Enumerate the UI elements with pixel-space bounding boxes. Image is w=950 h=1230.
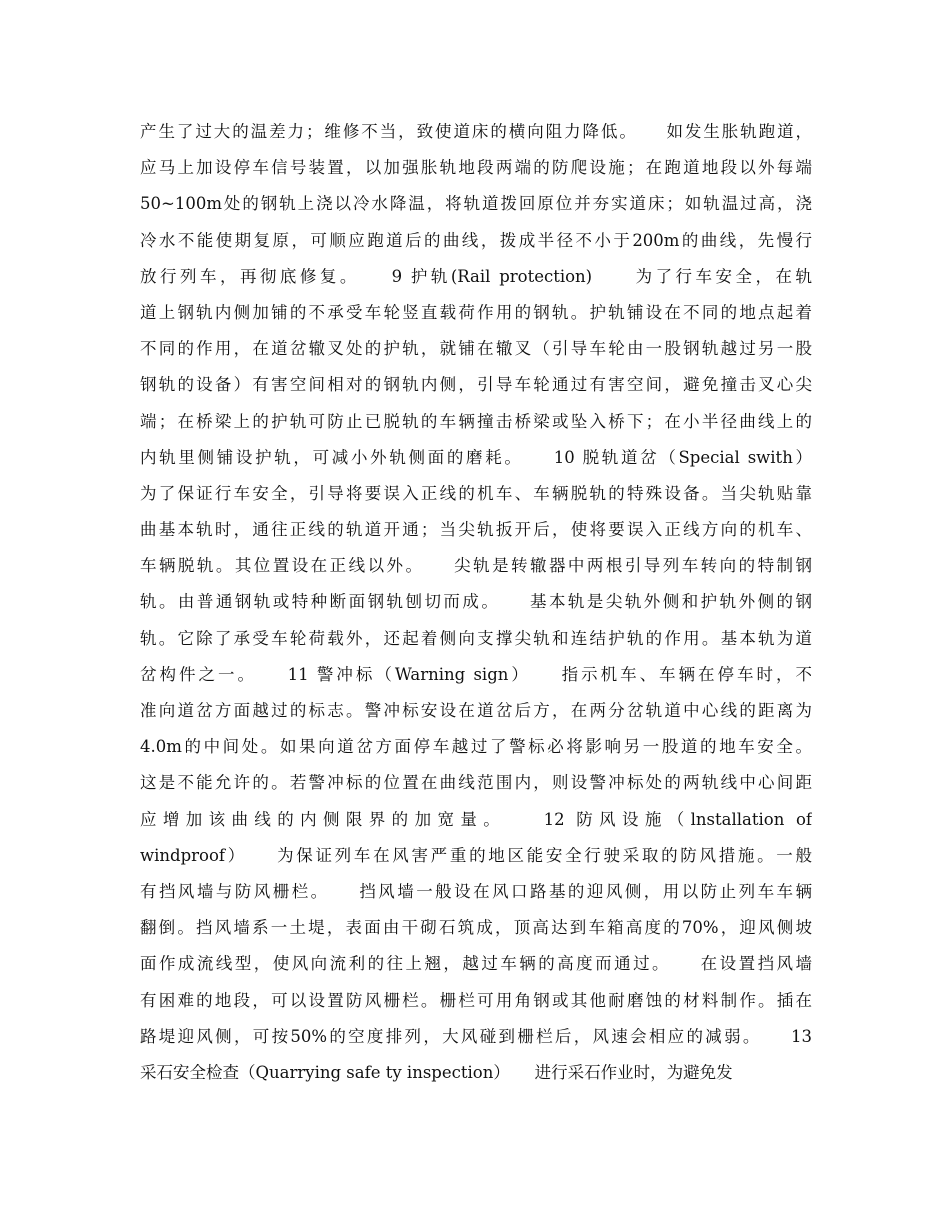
text-line: 端；在桥梁上的护轨可防止已脱轨的车辆撞击桥梁或坠入桥下；在小半径曲线上的: [140, 411, 812, 431]
text-line: 产生了过大的温差力；维修不当，致使道床的横向阻力降低。 如发生胀轨跑道，: [140, 122, 812, 141]
text-line: 应增加该曲线的内侧限界的加宽量。 12 防风设施（lnstallation of: [140, 809, 812, 829]
text-line: 曲基本轨时，通往正线的轨道开通；当尖轨扳开后，使将要误入正线方向的机车、: [140, 520, 812, 540]
text-line: 放行列车，再彻底修复。 9 护轨(Rail protection) 为了行车安全，在轨: [140, 266, 812, 286]
text-line: 冷水不能使期复原，可顺应跑道后的曲线，拨成半径不小于200m的曲线，先慢行: [140, 230, 812, 250]
text-line: 准向道岔方面越过的标志。警冲标安设在道岔后方，在两分岔轨道中心线的距离为: [140, 701, 812, 720]
body-text: [140, 114, 812, 1091]
text-line: windproof） 为保证列车在风害严重的地区能安全行驶采取的防风措施。一般: [140, 845, 812, 865]
text-line: 采石安全检查（Quarrying safe ty inspection） 进行采石作业时，为避免发: [140, 1062, 733, 1082]
text-line: 为了保证行车安全，引导将要误入正线的机车、车辆脱轨的特殊设备。当尖轨贴靠: [140, 483, 812, 503]
text-line: 面作成流线型，使风向流利的往上翘，越过车辆的高度而通过。 在设置挡风墙: [140, 954, 812, 974]
text-line: 轨。由普通钢轨或特种断面钢轨刨切而成。 基本轨是尖轨外侧和护轨外侧的钢: [140, 592, 812, 612]
text-line: 应马上加设停车信号装置，以加强胀轨地段两端的防爬设施；在跑道地段以外每端: [140, 158, 812, 178]
text-line: 路堤迎风侧，可按50%的空度排列，大风碰到栅栏后，风速会相应的减弱。 13: [140, 1026, 812, 1046]
text-line: 有困难的地段，可以设置防风栅栏。栅栏可用角钢或其他耐磨蚀的材料制作。插在: [140, 990, 812, 1010]
text-line: 钢轨的设备）有害空间相对的钢轨内侧，引导车轮通过有害空间，避免撞击叉心尖: [140, 375, 812, 395]
text-line: 这是不能允许的。若警冲标的位置在曲线范围内，则设警冲标处的两轨线中心间距: [140, 773, 812, 793]
text-line: 50~100m处的钢轨上浇以冷水降温，将轨道拨回原位并夯实道床；如轨温过高，浇: [140, 194, 812, 214]
text-line: 4.0m的中间处。如果向道岔方面停车越过了警标必将影响另一股道的地车安全。: [140, 737, 812, 757]
text-line: 翻倒。挡风墙系一土堤，表面由干砌石筑成，顶高达到车箱高度的70%，迎风侧坡: [140, 918, 812, 938]
text-line: 道上钢轨内侧加铺的不承受车轮竖直载荷作用的钢轨。护轨铺设在不同的地点起着: [140, 302, 812, 322]
text-line: 轨。它除了承受车轮荷载外，还起着侧向支撑尖轨和连结护轨的作用。基本轨为道: [140, 628, 812, 648]
text-line: 岔构件之一。 11 警冲标（Warning sign） 指示机车、车辆在停车时，不: [140, 664, 812, 684]
text-line: 有挡风墙与防风栅栏。 挡风墙一般设在风口路基的迎风侧，用以防止列车车辆: [140, 881, 812, 901]
text-line: 内轨里侧铺设护轨，可减小外轨侧面的磨耗。 10 脱轨道岔（Special swith）: [140, 447, 812, 467]
text-line: 不同的作用，在道岔辙叉处的护轨，就铺在辙叉（引导车轮由一股钢轨越过另一股: [140, 339, 812, 359]
text-line: 车辆脱轨。其位置设在正线以外。 尖轨是转辙器中两根引导列车转向的特制钢: [140, 556, 812, 576]
